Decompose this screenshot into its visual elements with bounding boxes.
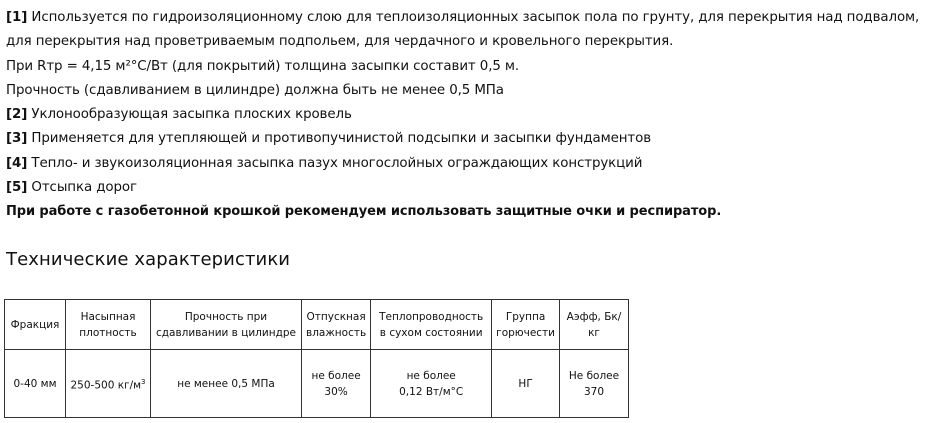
cell-activity: Не более 370 (560, 350, 629, 418)
item-text: Тепло- и звукоизоляционная засыпка пазух многослойных ограждающих конструкций (27, 155, 643, 171)
item-number: [3] (6, 131, 28, 147)
application-list (6, 6, 934, 225)
header-flammability: Группа горючести (492, 300, 560, 350)
item-text: При Rтр = 4,15 м²°С/Вт (для покрытий) толщина засыпки составит 0,5 м. (6, 58, 520, 74)
item-number: [1] (6, 10, 28, 25)
list-item (6, 79, 934, 103)
cell-density: 250-500 $кг/м^3$ (66, 350, 151, 418)
specs-table (4, 299, 629, 418)
safety-warning: При работе с газобетонной крошкой рекомендуем использовать защитные очки и респиратор. (6, 204, 722, 220)
header-strength: Прочность при сдавливании в цилиндре (151, 300, 302, 350)
cell-moisture: не более 30% (302, 350, 371, 418)
list-item (6, 176, 934, 200)
header-thermal-conductivity: Теплопроводность в сухом состоянии (371, 300, 492, 350)
cell-thermal-conductivity: не более 0,12 Вт/м°С (371, 350, 492, 418)
header-moisture: Отпускная влажность (302, 300, 371, 350)
item-number: [2] (6, 107, 28, 123)
table-row (5, 350, 629, 418)
item-text: Отсыпка дорог (27, 180, 137, 196)
list-item (6, 30, 934, 54)
cell-fraction: 0-40 мм (5, 350, 66, 418)
item-text: для перекрытия над проветриваемым подпольем, для чердачного и кровельного перекрытия. (6, 34, 674, 50)
table-header-row (5, 300, 629, 350)
header-density: Насыпная плотность (66, 300, 151, 350)
item-number: [4] (6, 155, 28, 171)
item-text: Прочность (сдавливанием в цилиндре) должна быть не менее 0,5 МПа (6, 82, 504, 98)
cell-flammability: НГ (492, 350, 560, 418)
list-item (6, 6, 934, 30)
list-item (6, 103, 934, 127)
cell-strength: не менее 0,5 МПа (151, 350, 302, 418)
item-number: [5] (6, 180, 28, 196)
section-heading: Технические характеристики (6, 249, 291, 270)
item-text: Уклонообразующая засыпка плоских кровель (27, 107, 352, 123)
list-item (6, 152, 934, 176)
list-item (6, 55, 934, 79)
header-fraction: Фракция (5, 300, 66, 350)
header-activity: Аэфф, Бк/кг (560, 300, 629, 350)
item-text: Применяется для утепляющей и противопучинистой подсыпки и засыпки фундаментов (27, 131, 651, 147)
item-text: Используется по гидроизоляционному слою для теплоизоляционных засыпок пола по грунту, для перекрытия над подвалом, (27, 10, 920, 25)
list-item (6, 127, 934, 151)
